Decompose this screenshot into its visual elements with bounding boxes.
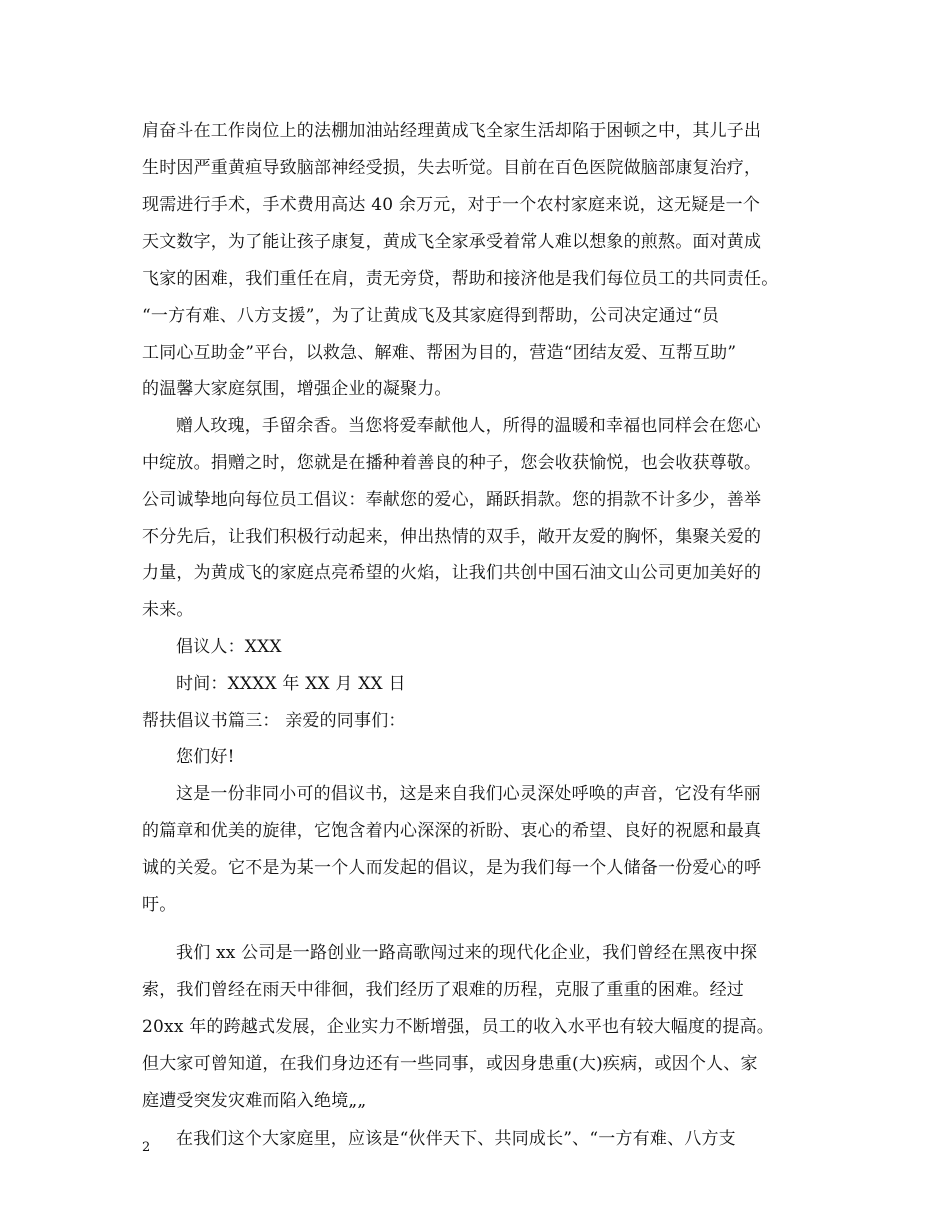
text-line: 20xx 年的跨越式发展，企业实力不断增强，员工的收入水平也有较大幅度的提高。 (142, 1017, 775, 1037)
text-line: 不分先后，让我们积极行动起来，伸出热情的双手，敞开友爱的胸怀，集聚关爱的 (142, 527, 762, 547)
text-line: 庭遭受突发灾难而陷入绝境„„ (142, 1091, 367, 1111)
text-line: 肩奋斗在工作岗位上的法棚加油站经理黄成飞全家生活却陷于困顿之中，其儿子出 (142, 121, 762, 141)
text-line: 我们 xx 公司是一路创业一路高歌闯过来的现代化企业，我们曾经在黑夜中探 (176, 943, 758, 963)
text-line: 在我们这个大家庭里，应该是“伙伴天下、共同成长”、“一方有难、八方支 (176, 1129, 736, 1149)
text-line: 索，我们曾经在雨天中徘徊，我们经历了艰难的历程，克服了重重的困难。经过 (142, 980, 744, 1000)
text-line: 天文数字，为了能让孩子康复，黄成飞全家承受着常人难以想象的煎熬。面对黄成 (142, 232, 762, 252)
text-line: 未来。 (142, 600, 194, 620)
text-line: 的温馨大家庭氛围，增强企业的凝聚力。 (142, 379, 452, 399)
text-line: 现需进行手术，手术费用高达 40 余万元，对于一个农村家庭来说，这无疑是一个 (142, 195, 761, 215)
text-line: 这是一份非同小可的倡议书，这是来自我们心灵深处呼唤的声音，它没有华丽 (176, 784, 761, 804)
text-line: 中绽放。捐赠之时，您就是在播种着善良的种子，您会收获愉悦，也会收获尊敬。 (142, 453, 762, 473)
text-line: “一方有难、八方支援”，为了让黄成飞及其家庭得到帮助，公司决定通过“员 (142, 306, 720, 326)
text-line: 力量，为黄成飞的家庭点亮希望的火焰，让我们共创中国石油文山公司更加美好的 (142, 563, 762, 583)
text-line: 公司诚挚地向每位员工倡议：奉献您的爱心，踊跃捐款。您的捐款不计多少，善举 (142, 490, 762, 510)
date-line: 时间：XXXX 年 XX 月 XX 日 (176, 674, 406, 694)
text-line: 但大家可曾知道，在我们身边还有一些同事，或因身患重(大)疾病，或因个人、家 (142, 1054, 758, 1074)
text-line: 生时因严重黄疸导致脑部神经受损，失去听觉。目前在百色医院做脑部康复治疗， (142, 158, 762, 178)
text-line: 飞家的困难，我们重任在肩，责无旁贷，帮助和接济他是我们每位员工的共同责任。 (142, 269, 779, 289)
section-heading: 帮扶倡议书篇三： 亲爱的同事们： (142, 711, 406, 731)
signatory-line: 倡议人：XXX (176, 637, 282, 657)
text-line: 吁。 (142, 895, 177, 915)
text-line: 赠人玫瑰，手留余香。当您将爱奉献他人，所得的温暖和幸福也同样会在您心 (176, 416, 761, 436)
text-line: 的篇章和优美的旋律，它饱含着内心深深的祈盼、衷心的希望、良好的祝愿和最真 (142, 821, 762, 841)
text-line: 诚的关爱。它不是为某一个人而发起的倡议，是为我们每一个人储备一份爱心的呼 (142, 858, 762, 878)
page-number: 2 (142, 1140, 151, 1155)
greeting-line: 您们好! (176, 747, 235, 767)
text-line: 工同心互助金”平台，以救急、解难、帮困为目的，营造“团结友爱、互帮互助” (142, 343, 737, 363)
